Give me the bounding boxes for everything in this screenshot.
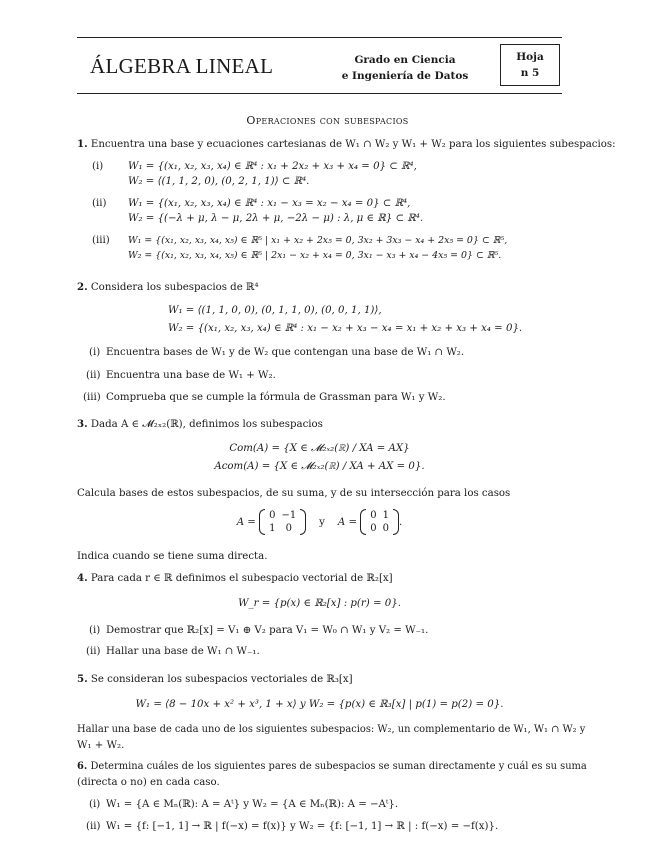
item-label: (i)	[89, 625, 101, 636]
problem-number: 5.	[77, 673, 88, 685]
header-bottom-rule	[77, 93, 562, 94]
item-label: (ii)	[86, 370, 101, 381]
matrix-label: A =	[236, 517, 256, 528]
matrix-entry: 1	[382, 510, 390, 521]
problem-text: Considera los subespacios de ℝ⁴	[90, 282, 259, 293]
item-label: (iii)	[83, 392, 101, 403]
conjunction: y	[319, 517, 325, 528]
item-equation: W₁ = {(x₁, x₂, x₃, x₄, x₅) ∈ ℝ⁵ | x₁ + x₂ + 2x₅ = 0, 3x₂ + 3x₃ − x₄ + 2x₅ = 0} ⊂ ℝ⁵,	[128, 235, 508, 246]
problem-number: 6.	[77, 761, 88, 772]
sheet-number: n 5	[520, 67, 540, 79]
matrix-label: A =	[337, 517, 358, 528]
problem-text: Se consideran los subespacios vectoriales de ℝ₃[x]	[90, 674, 353, 685]
problem-text: Para cada r ∈ ℝ definimos el subespacio vectorial de ℝ₂[x]	[90, 573, 393, 584]
problem-6-statement	[77, 761, 587, 772]
matrix-entry: 0	[370, 523, 377, 534]
item-equation: W₂ = ⟨(1, 1, 2, 0), (0, 2, 1, 1)⟩ ⊂ ℝ⁴.	[128, 176, 310, 187]
degree-line-1: Grado en Ciencia	[354, 54, 456, 66]
paragraph: (directa o no) en cada caso.	[77, 777, 220, 788]
equation: W_r = {p(x) ∈ ℝ₂[x] : p(r) = 0}.	[238, 598, 401, 609]
problem-text: Encuentra una base y ecuaciones cartesianas de W₁ ∩ W₂ y W₁ + W₂ para los siguientes subespacios:	[90, 139, 616, 150]
problem-1-statement	[77, 138, 616, 150]
matrix-entry: 1	[269, 523, 276, 534]
item-label: (i)	[92, 161, 104, 172]
section-title: Operaciones con subespacios	[246, 114, 409, 127]
paragraph: W₁ + W₂.	[77, 740, 125, 751]
item-equation: W₁ = {(x₁, x₂, x₃, x₄) ∈ ℝ⁴ : x₁ + 2x₂ + x₃ + x₄ = 0} ⊂ ℝ⁴,	[128, 161, 417, 172]
problem-5-statement	[77, 673, 353, 685]
period: .	[399, 517, 403, 528]
matrix-entry: 0	[285, 523, 293, 534]
matrix-2	[360, 509, 399, 535]
problem-number: 3.	[77, 418, 88, 430]
item-equation: W₂ = {(x₁, x₂, x₃, x₄, x₅) ∈ ℝ⁵ | 2x₁ − x₂ + x₄ = 0, 3x₁ − x₃ + x₄ − 4x₅ = 0} ⊂ ℝ⁵.	[128, 250, 502, 261]
item-label: (ii)	[86, 646, 101, 657]
item-text: Encuentra bases de W₁ y de W₂ que contengan una base de W₁ ∩ W₂.	[106, 347, 465, 358]
problem-3-statement	[77, 418, 323, 431]
equation: W₁ = ⟨(1, 1, 0, 0), (0, 1, 1, 0), (0, 0, 1, 1)⟩,	[168, 305, 382, 316]
degree-name	[330, 52, 480, 84]
problem-number: 2.	[77, 281, 88, 293]
item-equation: W₁ = {(x₁, x₂, x₃, x₄) ∈ ℝ⁴ : x₁ − x₃ = x₂ − x₄ = 0} ⊂ ℝ⁴,	[128, 198, 411, 209]
matrix-equation	[77, 509, 562, 535]
matrix-entry: 0	[382, 523, 390, 534]
problem-number: 1.	[77, 138, 88, 150]
paragraph: Indica cuando se tiene suma directa.	[77, 551, 268, 562]
item-label: (i)	[89, 799, 101, 810]
item-label: (i)	[89, 347, 101, 358]
item-text: Demostrar que ℝ₂[x] = V₁ ⊕ V₂ para V₁ = W₀ ∩ W₁ y V₂ = W₋₁.	[106, 625, 429, 636]
item-label: (ii)	[92, 198, 107, 209]
equation: Com(A) = {X ∈ 𝓜₂ₓ₂(ℝ) / XA = AX}	[229, 443, 410, 454]
matrix-entry: 0	[370, 510, 377, 521]
degree-line-2: e Ingeniería de Datos	[341, 70, 469, 82]
problem-2-statement	[77, 281, 259, 293]
item-text: Hallar una base de W₁ ∩ W₋₁.	[106, 646, 260, 657]
problem-text: Dada A ∈ 𝓜₂ₓ₂(ℝ), definimos los subespacios	[90, 419, 323, 430]
course-title: ÁLGEBRA LINEAL	[90, 54, 274, 78]
item-text: Comprueba que se cumple la fórmula de Grassman para W₁ y W₂.	[106, 392, 446, 403]
item-label: (ii)	[86, 821, 101, 832]
equation: Acom(A) = {X ∈ 𝓜₂ₓ₂(ℝ) / XA + AX = 0}.	[214, 461, 425, 472]
problem-4-statement	[77, 572, 393, 584]
paragraph: Calcula bases de estos subespacios, de su suma, y de su intersección para los casos	[77, 488, 511, 499]
matrix-entry: 0	[269, 510, 276, 521]
sheet-label: Hoja	[516, 51, 544, 63]
header-top-rule	[77, 37, 562, 38]
paragraph: Hallar una base de cada uno de los siguientes subespacios: W₂, un complementario de W₁, W₁ ∩ W₂ y	[77, 724, 586, 735]
matrix-1	[259, 509, 306, 535]
sheet-number-box	[500, 44, 560, 86]
equation: W₁ = ⟨8 − 10x + x² + x³, 1 + x⟩ y W₂ = {p(x) ∈ ℝ₃[x] | p(1) = p(2) = 0}.	[135, 699, 504, 710]
item-text: W₁ = {A ∈ Mₙ(ℝ): A = Aᵗ} y W₂ = {A ∈ Mₙ(ℝ): A = −Aᵗ}.	[106, 799, 399, 810]
item-equation: W₂ = {(−λ + μ, λ − μ, 2λ + μ, −2λ − μ) : λ, μ ∈ ℝ} ⊂ ℝ⁴.	[128, 213, 424, 224]
problem-number: 4.	[77, 572, 88, 584]
problem-text: Determina cuáles de los siguientes pares de subespacios se suman directamente y cuál es su suma	[90, 761, 587, 772]
matrix-entry: −1	[281, 510, 297, 521]
item-text: W₁ = {f: [−1, 1] → ℝ | f(−x) = f(x)} y W₂ = {f: [−1, 1] → ℝ | : f(−x) = −f(x)}.	[106, 821, 499, 832]
equation: W₂ = {(x₁, x₂, x₃, x₄) ∈ ℝ⁴ : x₁ − x₂ + x₃ − x₄ = x₁ + x₂ + x₃ + x₄ = 0}.	[168, 323, 523, 334]
item-label: (iii)	[92, 235, 110, 246]
item-text: Encuentra una base de W₁ + W₂.	[106, 370, 276, 381]
